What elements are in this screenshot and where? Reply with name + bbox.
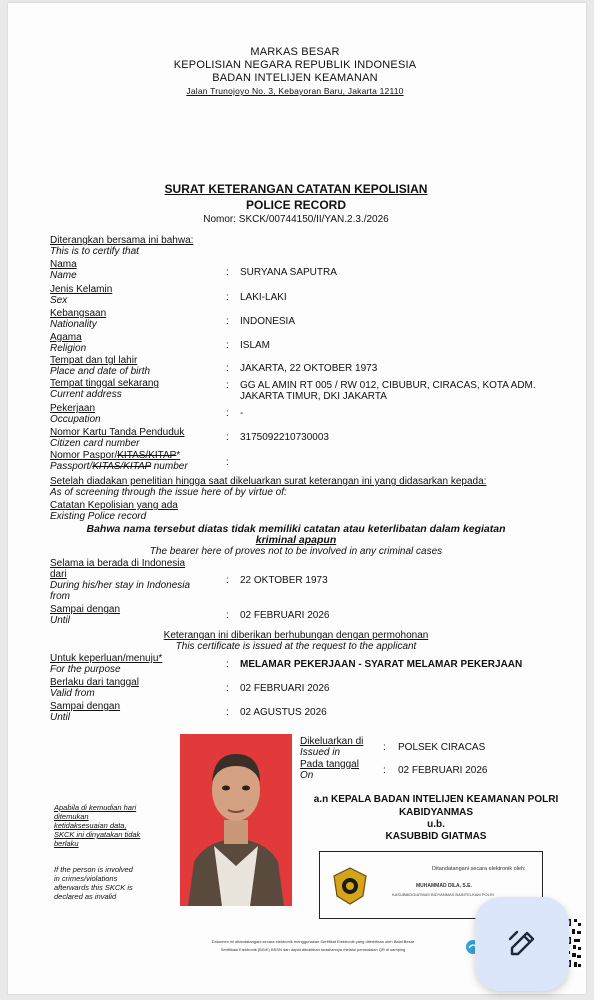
- signature-line1: a.n KEPALA BADAN INTELIJEN KEAMANAN POLRI: [313, 794, 559, 805]
- signature-line4: KASUBBID GIATMAS: [385, 831, 487, 842]
- intro: Diterangkan bersama ini bahwa: This is to certify that: [50, 235, 194, 257]
- field-label-passport: Nomor Paspor/KITAS/KITAP* Passport/KITAS/KITAP number: [50, 450, 188, 472]
- field-label-address: Tempat tinggal sekarang Current address: [50, 378, 159, 400]
- document-number: Nomor: SKCK/00744150/II/YAN.2.3./2026: [203, 214, 389, 225]
- field-value-name: SURYANA SAPUTRA: [240, 267, 337, 278]
- field-value-occupation: -: [240, 408, 244, 419]
- edit-pencil-icon: [506, 928, 538, 960]
- issued-on-value: 02 FEBRUARI 2026: [398, 765, 488, 776]
- header-line2: KEPOLISIAN NEGARA REPUBLIK INDONESIA: [173, 59, 417, 71]
- footer-line2: Sertifikasi Elektronik (BSrE) BSSN dan dapat dibuktikan keasliannya melalui pemindaian QR di samping: [220, 947, 406, 952]
- stay-until-value: 02 FEBRUARI 2026: [240, 610, 330, 621]
- police-emblem-icon: [330, 866, 370, 906]
- statement-line2: kriminal apapun: [255, 534, 337, 546]
- edit-fab-button[interactable]: [475, 897, 569, 991]
- field-value-idcard: 3175092210730003: [240, 432, 329, 443]
- issued-on-label: Pada tanggal On: [300, 759, 359, 781]
- field-label-occupation: Pekerjaan Occupation: [50, 403, 101, 425]
- field-value-religion: ISLAM: [240, 340, 271, 351]
- signature-box-role: KASUBBIDGIATMAS BIDYANMAS BAINTELKAM POLRI: [392, 892, 494, 897]
- issued-at-value: POLSEK CIRACAS: [398, 742, 486, 753]
- title-en: POLICE RECORD: [245, 198, 346, 212]
- purpose-label: Untuk keperluan/menuju* For the purpose: [50, 653, 163, 675]
- field-value-nationality: INDONESIA: [240, 316, 296, 327]
- field-label-religion: Agama Religion: [50, 332, 87, 354]
- valid-from-value: 02 FEBRUARI 2026: [240, 683, 330, 694]
- document-page: MARKAS BESAR KEPOLISIAN NEGARA REPUBLIK INDONESIA BADAN INTELIJEN KEAMANAN Jalan Trunojoyo No. 3, Kebayoran Baru, Jakarta 12110 SURAT KETERANGAN CATATAN KEPOLISIAN POLICE RECORD Nomor: SKCK/00744150/II/YAN.2.3./2026 Diterangkan bersama ini bahwa: This is to certify that Nama Name : SURYANA SAPUTRA Jenis Kelamin Sex : LAKI-LAKI Kebangsaan Nationality : INDONESIA Agama Religion : ISLAM Tempat dan tgl lahir Place and date of birth : JAKARTA, 22 OKTOBER 1973 Tempat tinggal sekarang Current address : GG AL AMIN RT 005 / RW 012, CIBUBUR, CIRACAS, KOTA ADM. JAKARTA TIMUR, DKI JAKARTA Pekerjaan Occupation : - Nomor Kartu Tanda Penduduk Citizen card number : 3175092210730003 Nomor Paspor/KITAS/KITAP* Passport/KITAS/KITAP number : Setelah diadakan penelitian hingga saat dikeluarkan surat keterangan ini yang didasarkan kepada: As of screening through the issue here of by virtue of: Catatan Kepolisian yang ada Existing Police record Bahwa nama tersebut diatas tidak memiliki catatan atau keterlibatan dalam kegiatan kriminal apapun The bearer here of proves not to be involved in any criminal cases Selama ia berada di Indonesia dari During his/her stay in Indonesia from : 22 OKTOBER 1973 Sampai dengan Until : 02 FEBRUARI 2026 Keterangan ini diberikan berhubungan dengan permohonan This certificate is issued at the request to the applicant Untuk keperluan/menuju* For the purpose : MELAMAR PEKERJAAN - SYARAT MELAMAR PEKERJAAN Berlaku dari tanggal Valid from : 02 FEBRUARI 2026 Sampai dengan Until : 02 AGUSTUS 2026 Apabila di kemudian hari ditemukan ketidaksesuaian data, SKCK ini dinyatakan tidak berlaku If the person is involved in crimes/violations afterwards this SKCK is declared as invalid Dikeluarkan di Issued in : POLSEK CIRACAS Pada tanggal On : 02 FEBRUARI 2026 a.n KEPALA BADAN INTELIJEN KEAMANAN POLRI KABIDYANMAS u.b. KASUBBID GIATMAS Ditandatangani secara elektronik oleh: MUHAMMAD DILA, S.E. KASUBBIDGIATMAS BIDYANMAS BAINTELKAM POLRI Dokumen ini ditandatangani secara elektronik menggunakan Sertifikat Elektronik yang diterbitkan oleh Balai Besar Sertifikasi Elektronik (BSrE) BSSN dan dapat dibuktikan keasliannya melalui pemindaian QR di samping: [8, 3, 586, 994]
- field-label-nationality: Kebangsaan Nationality: [50, 308, 107, 330]
- field-label-sex: Jenis Kelamin Sex: [50, 284, 113, 306]
- footer-line1: Dokumen ini ditandatangani secara elektronik menggunakan Sertifikat Elektronik yang diterbitkan oleh Balai Besar: [211, 939, 415, 944]
- stay-from-value: 22 OKTOBER 1973: [240, 575, 328, 586]
- signature-line2: KABIDYANMAS: [398, 807, 474, 818]
- purpose-note-id: Keterangan ini diberikan berhubungan dengan permohonan: [163, 630, 429, 641]
- field-label-birth: Tempat dan tgl lahir Place and date of birth: [50, 355, 151, 377]
- valid-until-value: 02 AGUSTUS 2026: [240, 707, 327, 718]
- invalid-note-id: Apabila di kemudian hari ditemukan ketidaksesuaian data, SKCK ini dinyatakan tidak berlaku: [54, 803, 141, 848]
- stay-label: Selama ia berada di Indonesia dari During his/her stay in Indonesia from: [50, 558, 191, 602]
- statement-en: The bearer here of proves not to be involved in any criminal cases: [149, 546, 443, 557]
- valid-until-label: Sampai dengan Until: [50, 701, 121, 723]
- applicant-photo: [180, 734, 292, 906]
- header-line3: BADAN INTELIJEN KEAMANAN: [212, 72, 378, 84]
- title-id: SURAT KETERANGAN CATATAN KEPOLISIAN: [164, 182, 428, 196]
- header-address: Jalan Trunojoyo No. 3, Kebayoran Baru, Jakarta 12110: [186, 86, 404, 96]
- issued-at-label: Dikeluarkan di Issued in: [300, 736, 364, 758]
- signature-box-name: MUHAMMAD DILA, S.E.: [416, 883, 472, 889]
- signature-line3: u.b.: [427, 819, 445, 830]
- header-line1: MARKAS BESAR: [250, 46, 340, 58]
- field-value-address: GG AL AMIN RT 005 / RW 012, CIBUBUR, CIRACAS, KOTA ADM.: [240, 380, 536, 391]
- purpose-note-en: This certificate is issued at the request to the applicant: [175, 641, 417, 652]
- field-value-address-2: JAKARTA TIMUR, DKI JAKARTA: [240, 391, 387, 402]
- field-label-idcard: Nomor Kartu Tanda Penduduk Citizen card number: [50, 427, 185, 449]
- screening-text: Setelah diadakan penelitian hingga saat dikeluarkan surat keterangan ini yang didasarkan kepada: As of screening through the issue here of by virtue of:: [50, 476, 487, 498]
- stay-until-label: Sampai dengan Until: [50, 604, 121, 626]
- existing-record: Catatan Kepolisian yang ada Existing Police record: [50, 500, 178, 522]
- field-value-sex: LAKI-LAKI: [240, 292, 287, 303]
- invalid-note-en: If the person is involved in crimes/violations afterwards this SKCK is declared as invalid: [54, 865, 133, 901]
- field-value-birth: JAKARTA, 22 OKTOBER 1973: [240, 363, 378, 374]
- purpose-value: MELAMAR PEKERJAAN - SYARAT MELAMAR PEKERJAAN: [240, 659, 523, 670]
- statement-line1: Bahwa nama tersebut diatas tidak memiliki catatan atau keterlibatan dalam kegiatan: [86, 523, 506, 535]
- field-label-name: Nama Name: [50, 259, 77, 281]
- signature-box-text: Ditandatangani secara elektronik oleh:: [432, 866, 526, 872]
- valid-from-label: Berlaku dari tanggal Valid from: [50, 677, 139, 699]
